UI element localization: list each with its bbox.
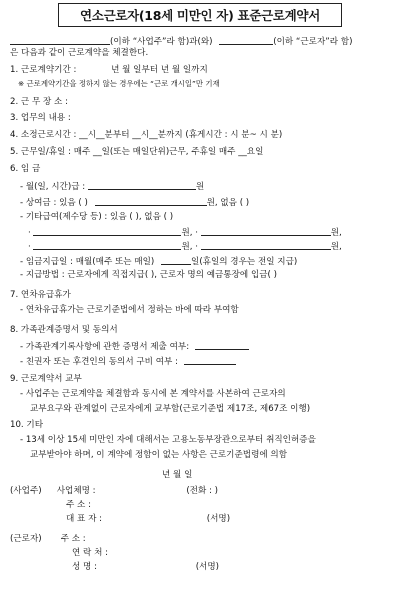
other-text-1: - 13세 이상 15세 미만인 자에 대해서는 고용노동부장관으로부터 취직인허증을 <box>20 435 316 445</box>
worker-name-blank[interactable] <box>219 35 273 45</box>
other-pay-row-1: · 원, · 원, <box>28 228 342 238</box>
delivery-text-2: 교부요구와 관계없이 근로자에게 교부함(근로기준법 제17조, 제67조 이행) <box>30 404 311 414</box>
base-wage-line: - 월(일, 시간)급 : 원 <box>20 182 205 192</box>
employer-address-line: 주 소 : <box>66 500 91 510</box>
annual-leave-heading: 7. 연차유급휴가 <box>10 290 71 300</box>
family-cert-line: - 가족관계기록사항에 관한 증명서 제출 여부: <box>20 340 249 353</box>
employer-sign[interactable]: (서명) <box>206 514 231 524</box>
bonus-amount-blank[interactable] <box>95 196 207 206</box>
guardian-consent-blank[interactable] <box>184 355 236 365</box>
wage-heading: 6. 임 금 <box>10 164 41 174</box>
bonus-line: - 상여금 : 있음 ( ) 원, 없음 ( ) <box>20 198 250 208</box>
contract-date-line: 년 월 일 <box>162 470 193 480</box>
duties-line: 3. 업무의 내용 : <box>10 113 71 123</box>
worker-sign[interactable]: (서명) <box>195 562 220 572</box>
working-hours-line: 4. 소정근로시간 : __시__분부터 __시__분까지 (휴게시간 : 시 분~ 시 분) <box>10 130 283 140</box>
delivery-heading: 9. 근로계약서 교부 <box>10 374 82 384</box>
other-pay-blank[interactable] <box>201 240 331 250</box>
employer-ceo-line: 대 표 자 : (서명) <box>66 514 231 524</box>
other-pay-row-2: · 원, · 원, <box>28 242 342 252</box>
payment-method-line: - 지급방법 : 근로자에게 직접지급( ), 근로자 명의 예금통장에 입금( ) <box>20 270 277 280</box>
other-pay-line: - 기타급여(제수당 등) : 있음 ( ), 없음 ( ) <box>20 212 174 222</box>
worker-address-line: (근로자) 주 소 : <box>10 534 86 544</box>
document-title: 연소근로자(18세 미만인 자) 표준근로계약서 <box>58 3 342 27</box>
workplace-line: 2. 근 무 장 소 : <box>10 97 68 107</box>
contract-period-line: 1. 근로계약기간 : 년 월 일부터 년 월 일까지 <box>10 65 208 75</box>
other-pay-blank[interactable] <box>33 240 181 250</box>
payday-blank[interactable] <box>161 255 191 265</box>
other-text-2: 교부받아야 하며, 이 계약에 정함이 없는 사항은 근로기준법령에 의함 <box>30 450 288 460</box>
other-pay-blank[interactable] <box>201 226 331 236</box>
employer-name-blank[interactable] <box>10 35 110 45</box>
base-wage-blank[interactable] <box>88 180 196 190</box>
family-cert-blank[interactable] <box>195 340 249 350</box>
intro-line-2: 은 다음과 같이 근로계약을 체결한다. <box>10 48 149 58</box>
family-cert-heading: 8. 가족관계증명서 및 동의서 <box>10 325 118 335</box>
intro-line-1: (이하 “사업주”라 함)과(와) (이하 “근로자”라 함) <box>10 35 352 48</box>
payday-line: - 임금지급일 : 매월(매주 또는 매일) 일(휴일의 경우는 전일 지급) <box>20 257 298 267</box>
worker-contact-line: 연 락 처 : <box>72 548 108 558</box>
worker-name-line: 성 명 : (서명) <box>72 562 220 572</box>
annual-leave-text: - 연차유급휴가는 근로기준법에서 정하는 바에 따라 부여함 <box>20 305 239 315</box>
guardian-consent-line: - 친권자 또는 후견인의 동의서 구비 여부 : <box>20 355 236 368</box>
other-heading: 10. 기타 <box>10 420 44 430</box>
employer-company-line: (사업주) 사업체명 : (전화 : ) <box>10 486 218 496</box>
workdays-line: 5. 근무일/휴일 : 매주 __일(또는 매일단위)근무, 주휴일 매주 __요일 <box>10 147 264 157</box>
delivery-text-1: - 사업주는 근로계약을 체결함과 동시에 본 계약서를 사본하여 근로자의 <box>20 389 286 399</box>
other-pay-blank[interactable] <box>33 226 181 236</box>
contract-period-note: ※ 근로계약기간을 정하지 않는 경우에는 “근로 개시일”만 기재 <box>18 79 220 88</box>
